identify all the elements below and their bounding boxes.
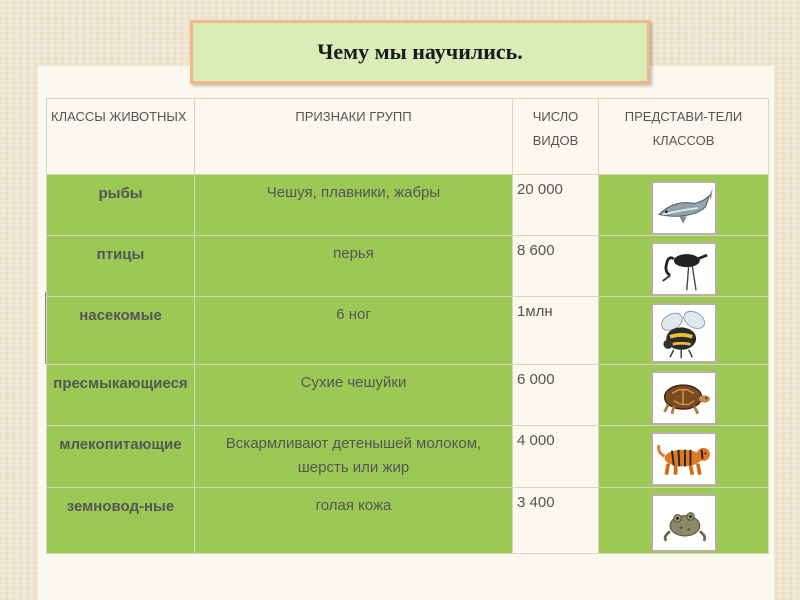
class-name: земновод-ные	[47, 488, 195, 554]
class-features: голая кожа	[195, 488, 513, 554]
slide-title: Чему мы научились.	[317, 39, 523, 64]
representative-cell	[599, 175, 769, 236]
table-row	[47, 365, 769, 426]
class-name: насекомые	[47, 297, 195, 365]
representative-cell	[599, 236, 769, 297]
header-species: ЧИСЛО ВИДОВ	[513, 99, 599, 175]
species-count: 3 400	[513, 488, 599, 554]
representative-cell	[599, 365, 769, 426]
turtle-icon	[651, 371, 717, 425]
class-features: перья	[195, 236, 513, 297]
class-name: пресмыкающиеся	[47, 365, 195, 426]
class-features: Сухие чешуйки	[195, 365, 513, 426]
representative-cell	[599, 297, 769, 365]
table-header-row	[47, 99, 769, 175]
table-row	[47, 426, 769, 488]
animal-classes-table	[46, 98, 769, 554]
representative-cell	[599, 488, 769, 554]
class-name: млекопитающие	[47, 426, 195, 488]
table-row	[47, 175, 769, 236]
header-classes: КЛАССЫ ЖИВОТНЫХ	[47, 99, 195, 175]
class-features: Вскармливают детенышей молоком, шерсть или жир	[195, 426, 513, 488]
header-features: ПРИЗНАКИ ГРУПП	[195, 99, 513, 175]
table-row	[47, 297, 769, 365]
class-features: 6 ног	[195, 297, 513, 365]
species-count: 4 000	[513, 426, 599, 488]
table-row	[47, 488, 769, 554]
representative-cell	[599, 426, 769, 488]
bee-icon	[651, 303, 717, 363]
species-count: 8 600	[513, 236, 599, 297]
frog-icon	[651, 494, 717, 552]
species-count: 6 000	[513, 365, 599, 426]
header-representatives: ПРЕДСТАВИ-ТЕЛИ КЛАССОВ	[599, 99, 769, 175]
species-count: 20 000	[513, 175, 599, 236]
fish-icon	[651, 181, 717, 235]
tiger-icon	[651, 432, 717, 486]
species-count: 1млн	[513, 297, 599, 365]
slide-title-box	[190, 20, 650, 84]
class-features: Чешуя, плавники, жабры	[195, 175, 513, 236]
class-name: рыбы	[47, 175, 195, 236]
class-name: птицы	[47, 236, 195, 297]
table-row	[47, 236, 769, 297]
bird-icon	[651, 242, 717, 296]
